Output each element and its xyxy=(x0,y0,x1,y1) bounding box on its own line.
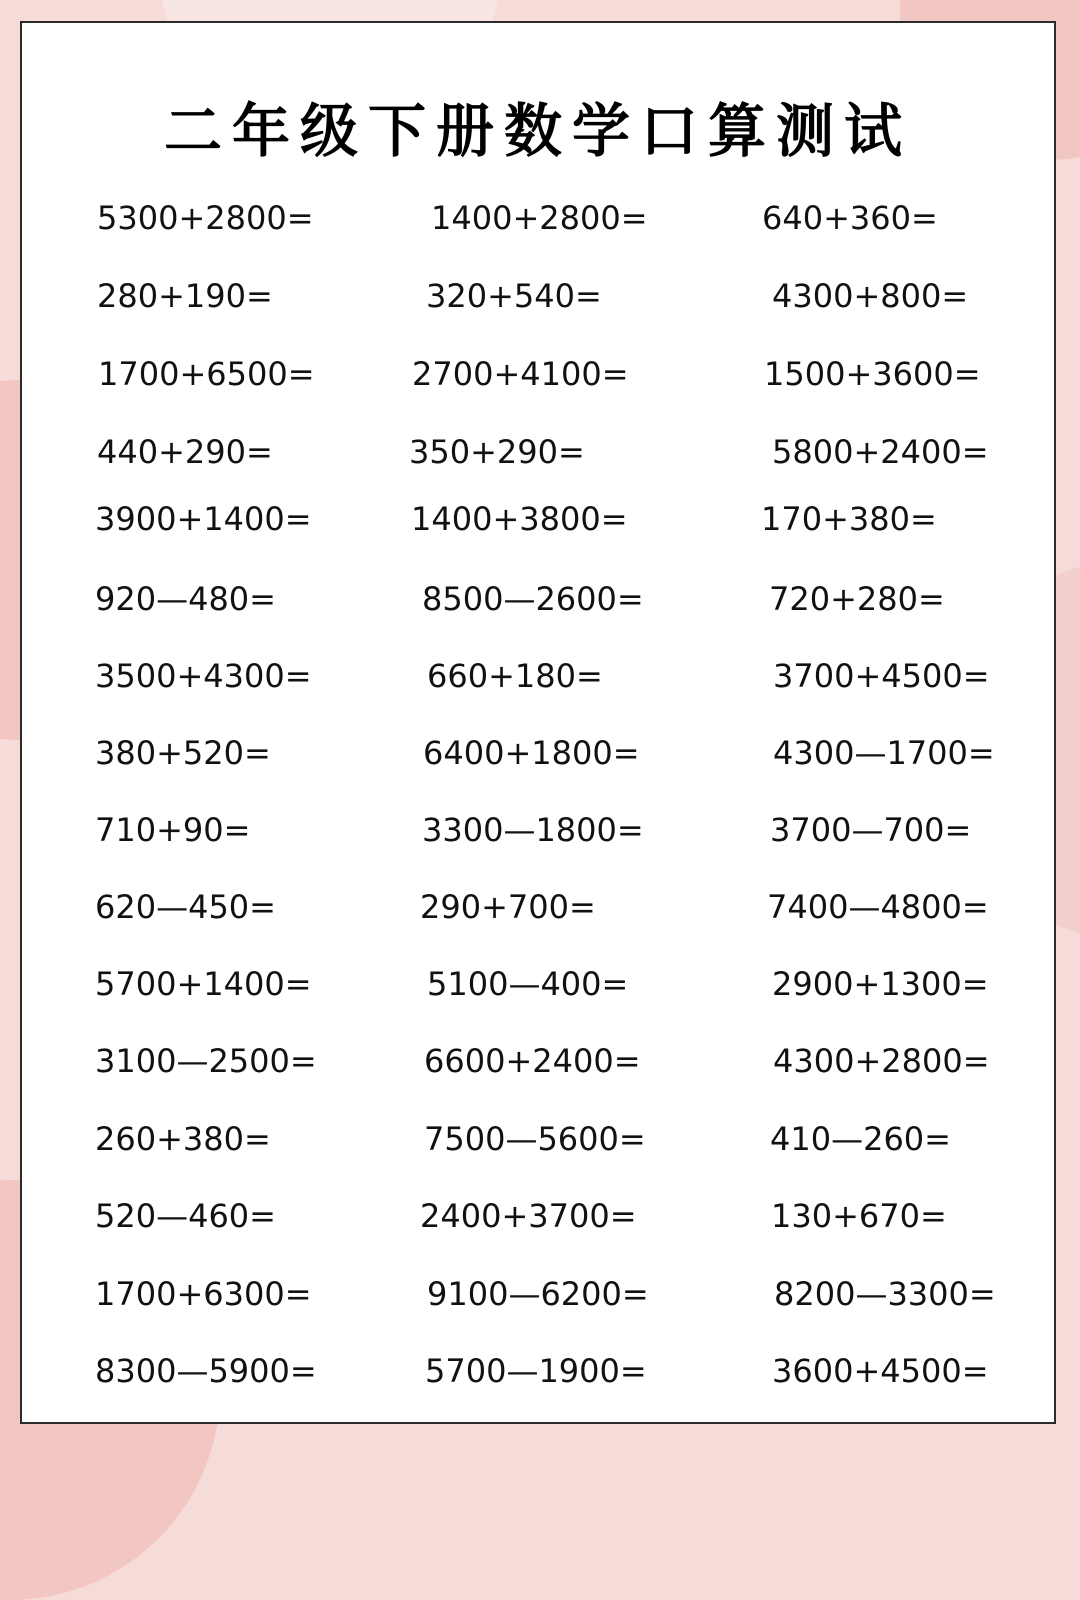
arithmetic-problem: 3300—1800= xyxy=(422,811,644,849)
arithmetic-problem: 720+280= xyxy=(769,580,945,618)
arithmetic-problem: 3500+4300= xyxy=(95,657,312,695)
worksheet xyxy=(20,21,1056,1424)
arithmetic-problem: 1500+3600= xyxy=(764,355,981,393)
arithmetic-problem: 3900+1400= xyxy=(95,500,312,538)
arithmetic-problem: 640+360= xyxy=(762,199,938,237)
arithmetic-problem: 4300—1700= xyxy=(773,734,995,772)
worksheet-title: 二年级下册数学口算测试 xyxy=(163,97,912,165)
arithmetic-problem: 440+290= xyxy=(97,433,273,471)
arithmetic-problem: 3100—2500= xyxy=(95,1042,317,1080)
arithmetic-problem: 5100—400= xyxy=(427,965,629,1003)
arithmetic-problem: 4300+800= xyxy=(772,277,969,315)
arithmetic-problem: 2700+4100= xyxy=(412,355,629,393)
arithmetic-problem: 7400—4800= xyxy=(767,888,989,926)
arithmetic-problem: 6400+1800= xyxy=(423,734,640,772)
arithmetic-problem: 290+700= xyxy=(420,888,596,926)
arithmetic-problem: 1400+3800= xyxy=(411,500,628,538)
arithmetic-problem: 4300+2800= xyxy=(773,1042,990,1080)
arithmetic-problem: 620—450= xyxy=(95,888,276,926)
arithmetic-problem: 320+540= xyxy=(426,277,602,315)
arithmetic-problem: 920—480= xyxy=(95,580,276,618)
arithmetic-problem: 1400+2800= xyxy=(431,199,648,237)
arithmetic-problem: 2400+3700= xyxy=(420,1197,637,1235)
arithmetic-problem: 8500—2600= xyxy=(422,580,644,618)
arithmetic-problem: 8300—5900= xyxy=(95,1352,317,1390)
arithmetic-problem: 350+290= xyxy=(409,433,585,471)
arithmetic-problem: 130+670= xyxy=(771,1197,947,1235)
arithmetic-problem: 410—260= xyxy=(770,1120,951,1158)
arithmetic-problem: 380+520= xyxy=(95,734,271,772)
arithmetic-problem: 5700—1900= xyxy=(425,1352,647,1390)
arithmetic-problem: 170+380= xyxy=(761,500,937,538)
arithmetic-problem: 2900+1300= xyxy=(772,965,989,1003)
arithmetic-problem: 3600+4500= xyxy=(772,1352,989,1390)
arithmetic-problem: 9100—6200= xyxy=(427,1275,649,1313)
arithmetic-problem: 260+380= xyxy=(95,1120,271,1158)
arithmetic-problem: 660+180= xyxy=(427,657,603,695)
arithmetic-problem: 1700+6300= xyxy=(95,1275,312,1313)
arithmetic-problem: 8200—3300= xyxy=(774,1275,996,1313)
arithmetic-problem: 1700+6500= xyxy=(98,355,315,393)
arithmetic-problem: 7500—5600= xyxy=(424,1120,646,1158)
arithmetic-problem: 3700+4500= xyxy=(773,657,990,695)
arithmetic-problem: 3700—700= xyxy=(770,811,972,849)
arithmetic-problem: 6600+2400= xyxy=(424,1042,641,1080)
arithmetic-problem: 5700+1400= xyxy=(95,965,312,1003)
arithmetic-problem: 710+90= xyxy=(95,811,251,849)
arithmetic-problem: 5300+2800= xyxy=(97,199,314,237)
arithmetic-problem: 5800+2400= xyxy=(772,433,989,471)
arithmetic-problem: 520—460= xyxy=(95,1197,276,1235)
arithmetic-problem: 280+190= xyxy=(97,277,273,315)
